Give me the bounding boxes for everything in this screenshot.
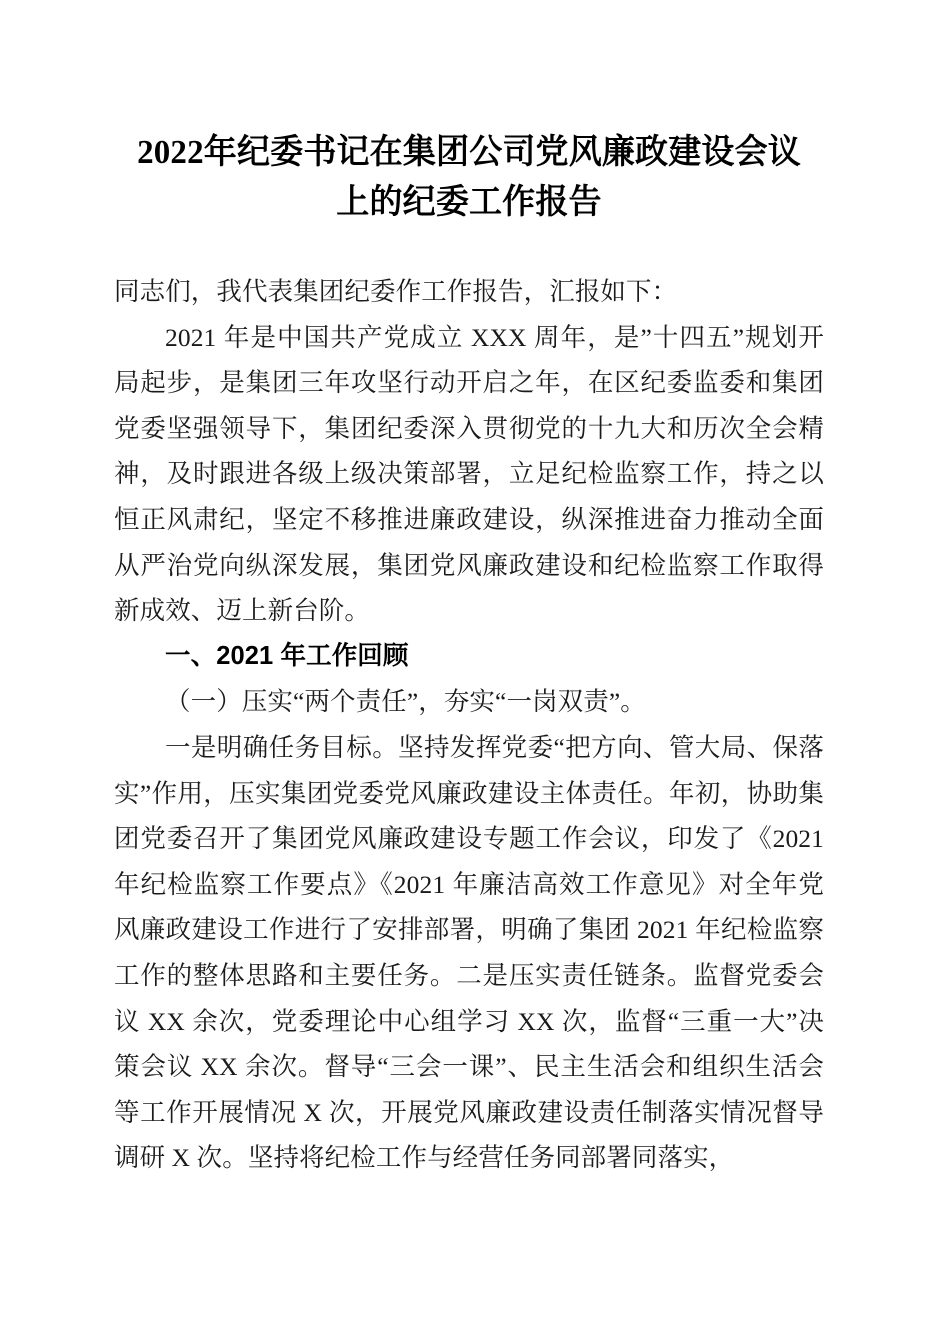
document-body <box>114 228 824 1181</box>
page-title: 2022年纪委书记在集团公司党风廉政建设会议上的纪委工作报告 <box>137 134 801 221</box>
document-content <box>114 0 824 1181</box>
section-heading-level-1: 一、2021 年工作回顾 <box>165 641 409 670</box>
opening-paragraph: 2021 年是中国共产党成立 XXX 周年，是”十四五”规划开局起步，是集团三年攻坚行动开启之年，在区纪委监委和集团党委坚强领导下，集团纪委深入贯彻党的十九大和历次全会精神，及时跟进各级上级决策部署，立足纪检监察工作，持之以恒正风肃纪，坚定不移推进廉政建设，纵深推进奋力推动全面从严治党向纵深发展，集团党风廉政建设和纪检监察工作取得新成效、迈上新台阶。 <box>114 322 824 626</box>
section-heading-level-2: （一）压实“两个责任”，夯实“一岗双责”。 <box>165 687 646 717</box>
body-paragraph-1: 一是明确任务目标。坚持发挥党委“把方向、管大局、保落实”作用，压实集团党委党风廉政建设主体责任。年初，协助集团党委召开了集团党风廉政建设专题工作会议，印发了《2021 年纪检监察工作要点》《2021 年廉洁高效工作意见》对全年党风廉政建设工作进行了安排部署，明确了集团 2021 年纪检监察工作的整体思路和主要任务。二是压实责任链条。监督党委会议 XX 余次，党委理论中心组学习 XX 次，监督“三重一大”决策会议 XX 余次。督导“三会一课”、民主生活会和组织生活会等工作开展情况 X 次，开展党风廉政建设责任制落实情况督导调研 X 次。坚持将纪检工作与经营任务同部署同落实， <box>114 732 824 1173</box>
salutation-paragraph: 同志们，我代表集团纪委作工作报告，汇报如下： <box>114 277 678 306</box>
